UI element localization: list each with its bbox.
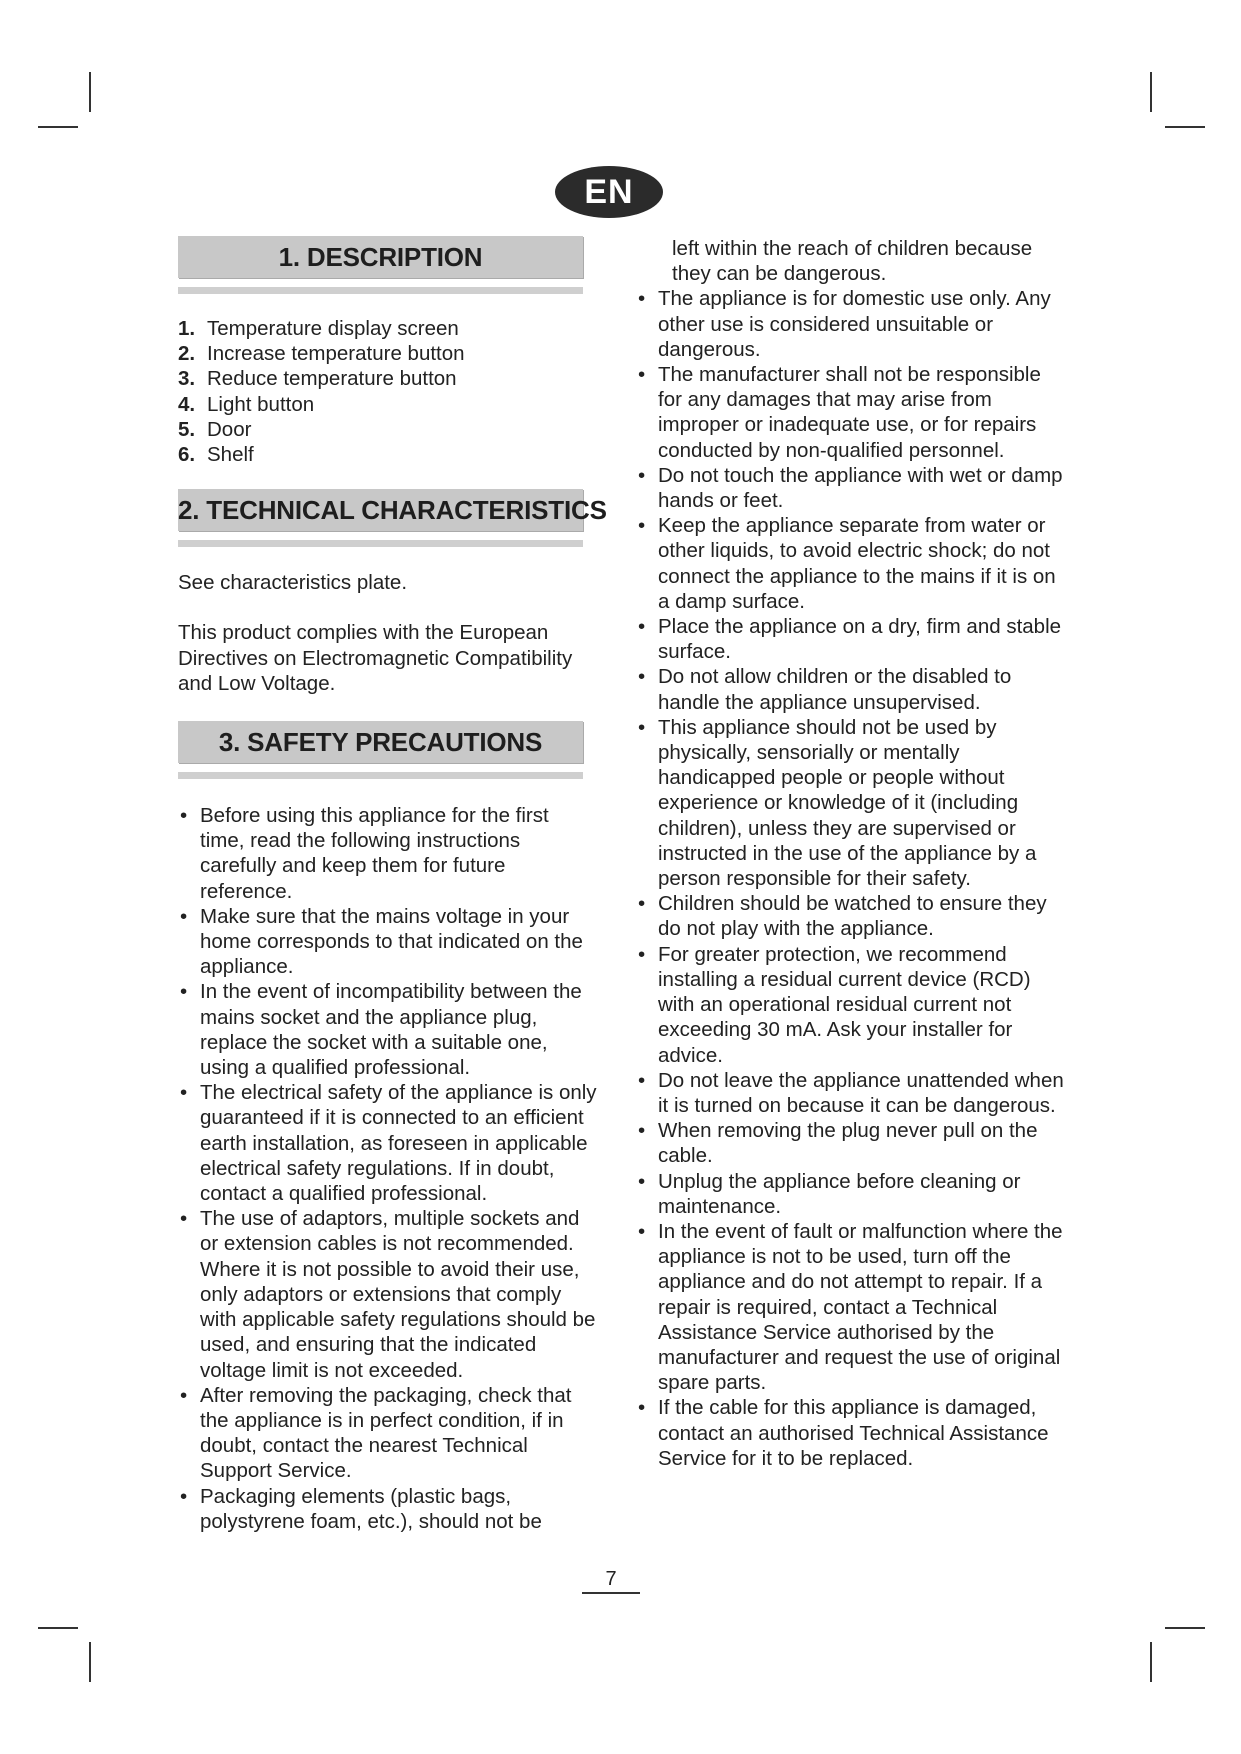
- divider: [178, 287, 583, 294]
- list-item: • Children should be watched to ensure they do not play with the appliance.: [638, 892, 1047, 941]
- safety-list-left: [178, 803, 598, 1534]
- list-item: • The use of adaptors, multiple sockets and or extension cables is not recommended. Where it is not possible to avoid their use, only adaptors or extensions that comply with applicable safety regulations should be used, and ensuring that the indicated voltage limit is not exceeded.: [180, 1207, 596, 1382]
- list-item: • The appliance is for domestic use only. Any other use is considered unsuitable or dangerous.: [638, 287, 1051, 361]
- list-item: 5. Door: [178, 417, 252, 441]
- list-item: • The manufacturer shall not be responsible for any damages that may arise from improper or inadequate use, or for repairs conducted by non-qualified personnel.: [638, 363, 1041, 462]
- language-badge: EN: [555, 166, 663, 218]
- list-item: • Do not touch the appliance with wet or damp hands or feet.: [638, 463, 1063, 513]
- crop-mark: [1150, 1642, 1152, 1682]
- crop-mark: [89, 1642, 91, 1682]
- list-item: • When removing the plug never pull on the cable.: [638, 1119, 1038, 1168]
- right-column: [636, 236, 1066, 1471]
- list-item: • Packaging elements (plastic bags, polystyrene foam, etc.), should not be: [180, 1484, 542, 1533]
- list-item: 1. Temperature display screen: [178, 317, 459, 340]
- crop-mark: [1165, 1627, 1205, 1629]
- section-title: 1. DESCRIPTION: [178, 236, 583, 278]
- safety-list-right: [636, 286, 1066, 1471]
- crop-mark: [38, 1627, 78, 1629]
- list-item: 2. Increase temperature button: [178, 342, 465, 366]
- divider: [178, 772, 583, 779]
- left-column: [178, 236, 607, 1534]
- section-title: 3. SAFETY PRECAUTIONS: [178, 721, 583, 763]
- list-item: • Before using this appliance for the first time, read the following instructions carefully and keep them for future reference.: [180, 804, 549, 903]
- list-item: • Do not leave the appliance unattended when it is turned on because it can be dangerous.: [638, 1068, 1064, 1117]
- section-title: 2. TECHNICAL CHARACTERISTICS: [178, 489, 583, 531]
- list-item: • In the event of incompatibility between the mains socket and the appliance plug, replace the socket with a suitable one, using a qualified professional.: [180, 980, 582, 1080]
- list-item: 6. Shelf: [178, 443, 254, 467]
- list-item: • For greater protection, we recommend installing a residual current device (RCD) with an operational residual current not exceeding 30 mA. Ask your installer for advice.: [638, 942, 1031, 1067]
- list-item: • Do not allow children or the disabled to handle the appliance unsupervised.: [638, 665, 1012, 714]
- crop-mark: [38, 126, 78, 128]
- technical-heading: [178, 489, 607, 547]
- characteristics-text: See characteristics plate.: [178, 571, 408, 595]
- description-heading: [178, 236, 583, 294]
- crop-mark: [1150, 72, 1152, 112]
- parts-list: [178, 316, 603, 467]
- list-item: • The electrical safety of the appliance is only guaranteed if it is connected to an efficient earth installation, as foreseen in applicable electrical safety regulations. If in doubt, contact a qualified professional.: [180, 1081, 597, 1206]
- list-item: • This appliance should not be used by physically, sensorially or mentally handicapped people or people without experience or knowledge of it (including children), unless they are supervised or instructed in the use of the appliance by a person responsible for their safety.: [638, 715, 1037, 891]
- crop-mark: [89, 72, 91, 112]
- list-item: • Keep the appliance separate from water or other liquids, to avoid electric shock; do not connect the appliance to the mains if it is on a damp surface.: [638, 514, 1056, 613]
- divider: [178, 540, 583, 547]
- continued-text: left within the reach of children because they can be dangerous.: [672, 237, 1033, 286]
- list-item: • Make sure that the mains voltage in your home corresponds to that indicated on the appliance.: [180, 904, 583, 979]
- list-item: • After removing the packaging, check that the appliance is in perfect condition, if in doubt, contact the nearest Technical Support Service.: [180, 1383, 572, 1483]
- list-item: 3. Reduce temperature button: [178, 367, 457, 391]
- safety-heading: [178, 721, 583, 779]
- compliance-text: This product complies with the European Directives on Electromagnetic Compatibility and Low Voltage.: [178, 621, 573, 695]
- list-item: 4. Light button: [178, 392, 315, 416]
- list-item: • In the event of fault or malfunction where the appliance is not to be used, turn off the appliance and do not attempt to repair. If a repair is required, contact a Technical Assistance Service authorised by the manufacturer and request the use of original spare parts.: [638, 1219, 1063, 1395]
- crop-mark: [1165, 126, 1205, 128]
- list-item: • Unplug the appliance before cleaning or maintenance.: [638, 1169, 1021, 1218]
- list-item: • Place the appliance on a dry, firm and stable surface.: [638, 615, 1062, 664]
- list-item: • If the cable for this appliance is damaged, contact an authorised Technical Assistance Service for it to be replaced.: [638, 1396, 1049, 1470]
- page-number: 7: [582, 1568, 640, 1594]
